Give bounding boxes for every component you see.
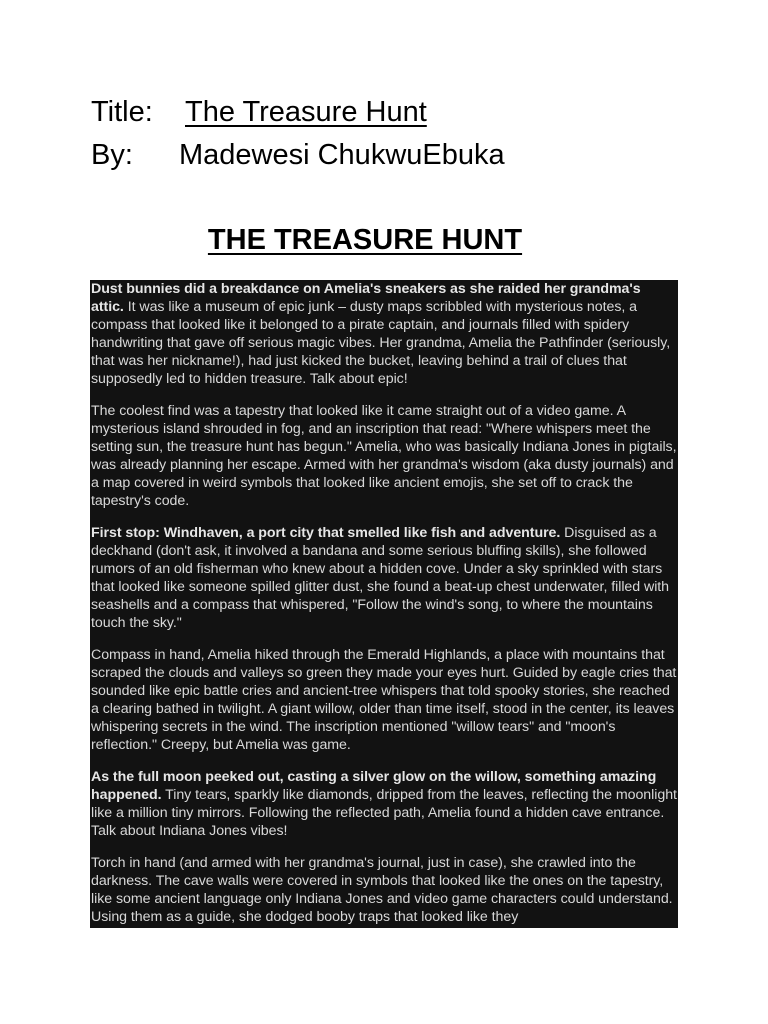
story-paragraph [91,402,677,510]
paragraph-bold-lead: As the full moon peeked out, casting a silver glow on the willow, something amazing happened. [91,769,657,803]
paragraph-text: Compass in hand, Amelia hiked through the Emerald Highlands, a place with mountains that scraped the clouds and valleys so green they made your eyes hurt. Guided by eagle cries that sounded like epic battle cries and ancient-tree whispers that told spooky stories, she reached a clearing bathed in twilight. A giant willow, older than time itself, stood in the center, its leaves whispering secrets in the wind. The inscription mentioned "willow tears" and "moon's reflection." Creepy, but Amelia was game. [91,647,677,753]
story-paragraph [91,524,677,632]
paragraph-text: It was like a museum of epic junk – dusty maps scribbled with mysterious notes, a compass that looked like it belonged to a pirate captain, and journals filled with spidery handwriting that gave off serious magic vibes. Her grandma, Amelia the Pathfinder (seriously, that was her nickname!), had just kicked the bucket, leaving behind a trail of clues that supposedly led to hidden treasure. Talk about epic! [91,299,671,387]
title-label: Title: [91,96,153,128]
paragraph-text: Disguised as a deckhand (don't ask, it involved a bandana and some serious bluffing skills), she followed rumors of an old fisherman who knew about a hidden cove. Under a sky sprinkled with stars that looked like someone spilled glitter dust, she found a beat-up chest underwater, filled with seashells and a compass that whispered, "Follow the wind's song, to where the mountains touch the sky." [91,525,670,631]
paragraph-text: Torch in hand (and armed with her grandma's journal, just in case), she crawled into the darkness. The cave walls were covered in symbols that looked like the ones on the tapestry, like some ancient language only Indiana Jones and video game characters could understand. Using them as a guide, she dodged booby traps that looked like they [91,855,673,925]
document-title-line [91,95,427,129]
paragraph-bold-lead: First stop: Windhaven, a port city that smelled like fish and adventure. [91,525,561,541]
paragraph-text: The coolest find was a tapestry that looked like it came straight out of a video game. A mysterious island shrouded in fog, and an inscription that read: "Where whispers meet the setting sun, the treasure hunt has begun." Amelia, who was basically Indiana Jones in pigtails, was already planning her escape. Armed with her grandma's wisdom (aka dusty journals) and a map covered in weird symbols that looked like ancient emojis, she set off to crack the tapestry's code. [91,403,677,509]
author-value: Madewesi ChukwuEbuka [179,139,505,171]
story-text-block [90,280,678,928]
story-paragraph [91,280,677,388]
story-paragraph [91,646,677,754]
story-paragraph [91,854,677,926]
story-heading: THE TREASURE HUNT [207,224,523,256]
author-label: By: [91,139,133,171]
paragraph-bold-lead: Dust bunnies did a breakdance on Amelia's sneakers as she raided her grandma's attic. [91,281,641,315]
paragraph-text: Tiny tears, sparkly like diamonds, dripped from the leaves, reflecting the moonlight like a million tiny mirrors. Following the reflected path, Amelia found a hidden cave entrance. Talk about Indiana Jones vibes! [91,787,677,839]
title-value: The Treasure Hunt [185,96,427,128]
document-author-line [91,138,505,172]
story-paragraph [91,768,677,840]
